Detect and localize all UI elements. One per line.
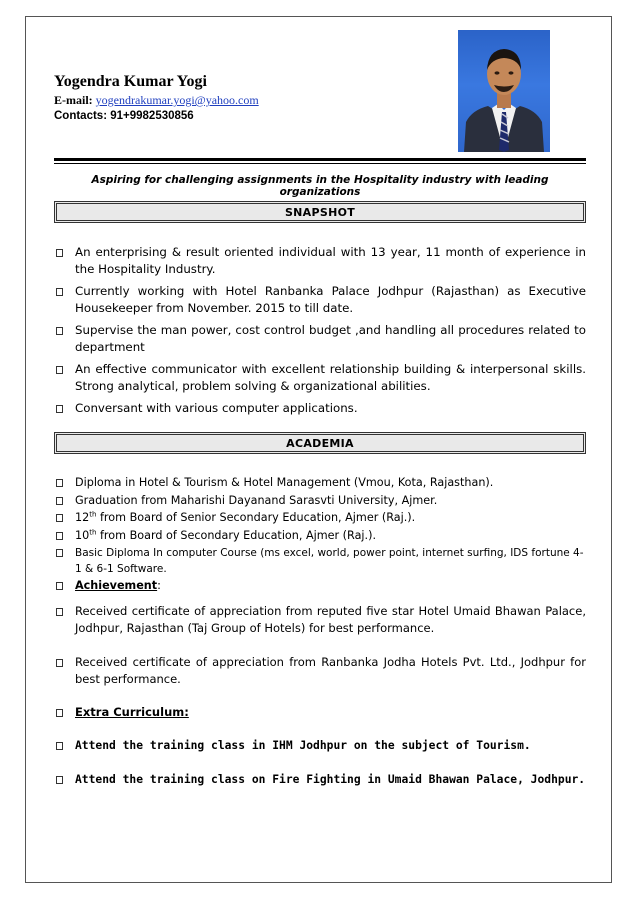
checkbox-bullet-icon — [56, 608, 63, 616]
checkbox-bullet-icon — [56, 405, 63, 413]
profile-photo — [458, 30, 550, 152]
checkbox-bullet-icon — [56, 776, 63, 784]
checkbox-bullet-icon — [56, 249, 63, 257]
extra-curriculum-item: Attend the training class on Fire Fighting in Umaid Bhawan Palace, Jodhpur. — [56, 771, 586, 788]
checkbox-bullet-icon — [56, 288, 63, 296]
achievement-heading: Achievement: — [56, 578, 586, 594]
checkbox-bullet-icon — [56, 366, 63, 374]
academia-heading: ACADEMIA — [54, 432, 586, 454]
list-item: An enterprising & result oriented individual with 13 year, 11 month of experience in the Hospitality Industry. — [56, 244, 586, 278]
extra-curriculum-heading: Extra Curriculum: — [56, 704, 586, 721]
checkbox-bullet-icon — [56, 514, 63, 522]
list-item: Graduation from Maharishi Dayanand Sarasvti University, Ajmer. — [56, 493, 586, 509]
contacts-value: 91+9982530856 — [110, 110, 194, 122]
checkbox-bullet-icon — [56, 479, 63, 487]
achievement-list-2 — [56, 654, 586, 688]
profile-photo-illustration — [458, 30, 550, 152]
candidate-name: Yogendra Kumar Yogi — [54, 73, 207, 90]
checkbox-bullet-icon — [56, 582, 63, 590]
list-item: Basic Diploma In computer Course (ms excel, world, power point, internet surfing, IDS fortune 4-1 & 6-1 Software. — [56, 545, 586, 576]
checkbox-bullet-icon — [56, 497, 63, 505]
list-item: Received certificate of appreciation from reputed five star Hotel Umaid Bhawan Palace, Jodhpur, Rajasthan (Taj Group of Hotels) for best performance. — [56, 603, 586, 637]
list-item: 12th from Board of Senior Secondary Education, Ajmer (Raj.). — [56, 510, 586, 526]
header-rule-thick — [54, 158, 586, 161]
snapshot-heading: SNAPSHOT — [54, 201, 586, 223]
academia-list — [56, 475, 586, 596]
list-item: Currently working with Hotel Ranbanka Palace Jodhpur (Rajasthan) as Executive Housekeeper from November. 2015 to till date. — [56, 283, 586, 317]
email-line — [54, 93, 259, 108]
checkbox-bullet-icon — [56, 659, 63, 667]
contacts-label: Contacts: — [54, 110, 108, 122]
checkbox-bullet-icon — [56, 742, 63, 750]
checkbox-bullet-icon — [56, 327, 63, 335]
email-label: E-mail: — [54, 93, 93, 107]
list-item: Conversant with various computer applications. — [56, 400, 586, 417]
list-item: Received certificate of appreciation from Ranbanka Jodha Hotels Pvt. Ltd., Jodhpur for best performance. — [56, 654, 586, 688]
checkbox-bullet-icon — [56, 532, 63, 540]
checkbox-bullet-icon — [56, 709, 63, 717]
extra-curriculum-item: Attend the training class in IHM Jodhpur on the subject of Tourism. — [56, 737, 586, 754]
email-link[interactable]: yogendrakumar.yogi@yahoo.com — [95, 93, 259, 107]
achievement-list — [56, 603, 586, 637]
list-item: 10th from Board of Secondary Education, Ajmer (Raj.). — [56, 528, 586, 544]
header-rule-thin — [54, 163, 586, 164]
contacts-line — [54, 110, 194, 122]
list-item: Diploma in Hotel & Tourism & Hotel Management (Vmou, Kota, Rajasthan). — [56, 475, 586, 491]
list-item: Supervise the man power, cost control budget ,and handling all procedures related to department — [56, 322, 586, 356]
snapshot-list — [56, 244, 586, 422]
objective-statement: Aspiring for challenging assignments in the Hospitality industry with leading organizations — [91, 174, 549, 198]
checkbox-bullet-icon — [56, 549, 63, 557]
list-item: An effective communicator with excellent relationship building & interpersonal skills. Strong analytical, problem solving & organizational abilities. — [56, 361, 586, 395]
